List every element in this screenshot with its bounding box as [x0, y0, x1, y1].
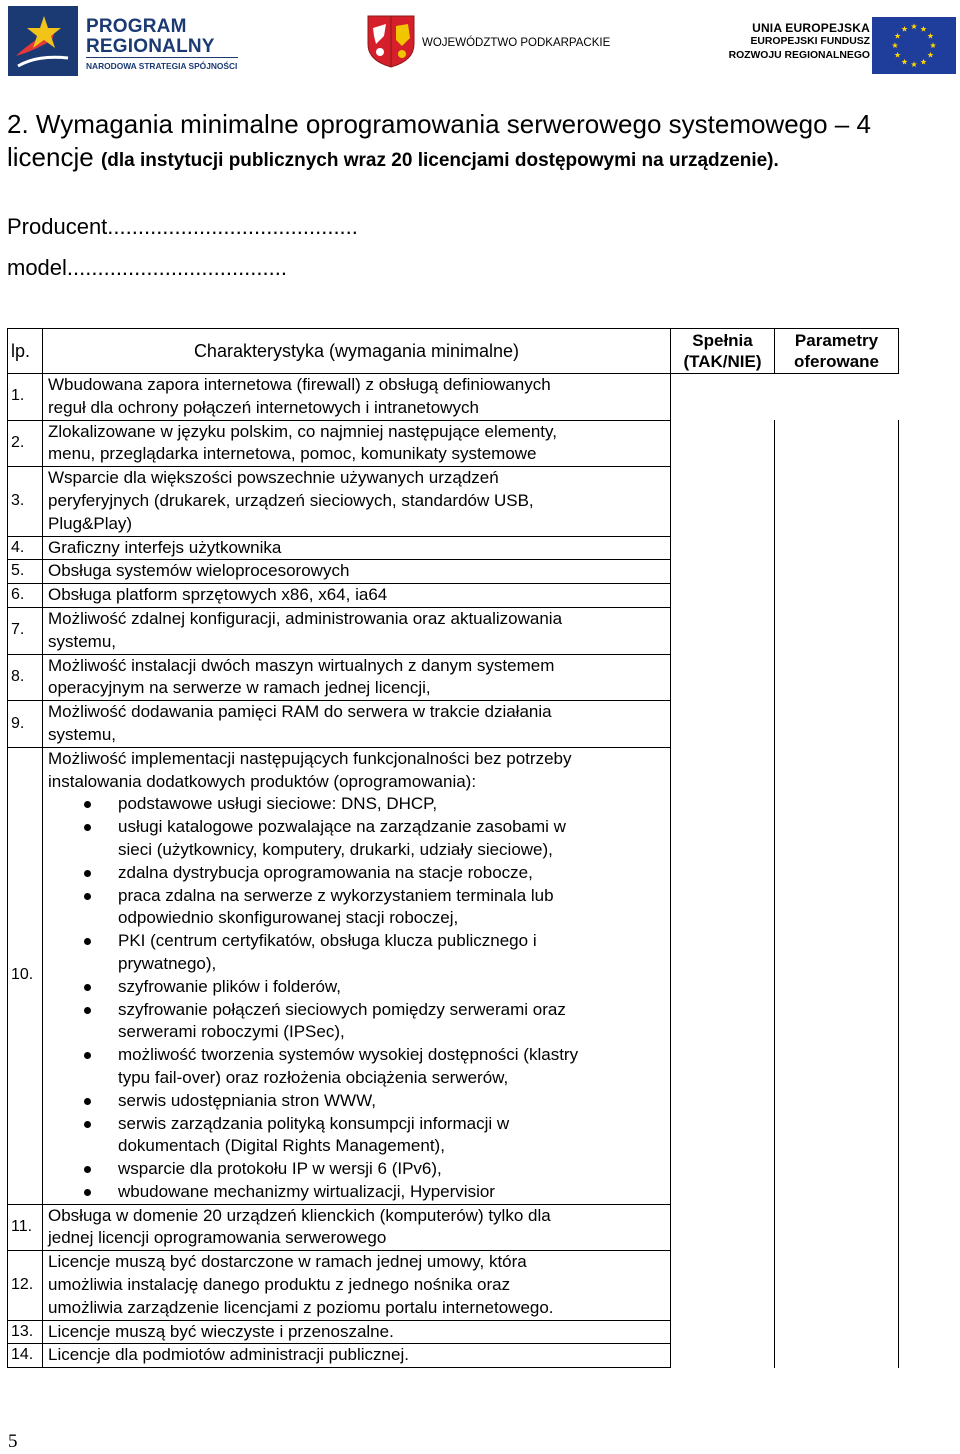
- feature-line: praca zdalna na serwerze z wykorzystaniem terminala lub: [118, 885, 554, 905]
- table-row: [8, 654, 899, 701]
- requirement-line: Możliwość implementacji następujących funkcjonalności bez potrzeby: [48, 748, 572, 768]
- feature-line: prywatnego),: [118, 953, 217, 973]
- feature-line: serwis zarządzania polityką konsumpcji informacji w: [118, 1113, 510, 1133]
- requirement-line: Możliwość zdalnej konfiguracji, administrowania oraz aktualizowania: [48, 608, 563, 628]
- compliance-cell: [671, 701, 775, 748]
- requirement-text: [43, 1320, 671, 1344]
- compliance-cell: [671, 747, 775, 1204]
- feature-item: [118, 930, 666, 976]
- offered-params-cell: [775, 420, 899, 467]
- feature-line: wsparcie dla protokołu IP w wersji 6 (IPv6),: [118, 1159, 442, 1179]
- compliance-cell: [671, 420, 775, 467]
- requirement-line: systemu,: [48, 631, 117, 651]
- requirement-text: [43, 654, 671, 701]
- feature-item: [118, 1090, 666, 1113]
- requirement-text: [43, 467, 671, 536]
- model-field: model....................................: [7, 255, 287, 280]
- offered-params-cell: [775, 701, 899, 748]
- offered-params-cell: [775, 607, 899, 654]
- eu-line3: ROZWOJU REGIONALNEGO: [728, 50, 870, 61]
- requirement-text: [43, 607, 671, 654]
- voivodeship-name: WOJEWÓDZTWO PODKARPACKIE: [422, 37, 611, 49]
- table-row: [8, 1344, 899, 1368]
- feature-line: podstawowe usługi sieciowe: DNS, DHCP,: [118, 794, 438, 814]
- requirement-line: Wsparcie dla większości powszechnie używanych urządzeń: [48, 468, 499, 488]
- feature-line: szyfrowanie połączeń sieciowych pomiędzy serwerami oraz: [118, 999, 566, 1019]
- feature-line: dokumentach (Digital Rights Management),: [118, 1136, 445, 1156]
- feature-line: możliwość tworzenia systemów wysokiej dostępności (klastry: [118, 1045, 579, 1065]
- requirement-text: [43, 560, 671, 584]
- compliance-cell: [671, 467, 775, 536]
- requirement-line: peryferyjnych (drukarek, urządzeń sieciowych, standardów USB,: [48, 490, 534, 510]
- eu-fund-label: [729, 21, 870, 63]
- program-logo-divider: [86, 57, 238, 58]
- requirement-text: [43, 1251, 671, 1320]
- eu-flag-icon: [872, 17, 956, 74]
- table-row: [8, 1204, 899, 1251]
- eu-line2: EUROPEJSKI FUNDUSZ: [750, 36, 870, 47]
- feature-line: PKI (centrum certyfikatów, obsługa klucza publicznego i: [118, 931, 537, 951]
- program-regionalny-logo: [8, 4, 240, 76]
- feature-line: serwerami roboczymi (IPSec),: [118, 1022, 345, 1042]
- offered-params-cell: [775, 467, 899, 536]
- requirement-line: reguł dla ochrony połączeń internetowych i intranetowych: [48, 397, 479, 417]
- requirement-line: operacyjnym na serwerze w ramach jednej licencji,: [48, 678, 431, 698]
- header-compliance: Spełnia (TAK/NIE): [671, 329, 775, 374]
- requirement-line: jednej licencji oprogramowania serwerowego: [48, 1228, 387, 1248]
- producer-field: Producent.........................................: [7, 214, 358, 239]
- offered-params-cell: [775, 747, 899, 1204]
- row-number: 4.: [8, 536, 43, 560]
- table-row: [8, 374, 899, 421]
- feature-item: [118, 793, 666, 816]
- compliance-cell: [671, 607, 775, 654]
- table-row: [8, 420, 899, 467]
- requirement-line: systemu,: [48, 724, 117, 744]
- row-number: 5.: [8, 560, 43, 584]
- requirements-table: [7, 328, 899, 1368]
- compliance-cell: [671, 1204, 775, 1251]
- row-number: 8.: [8, 654, 43, 701]
- row-number: 6.: [8, 584, 43, 608]
- requirement-line: Licencje muszą być dostarczone w ramach jednej umowy, która: [48, 1252, 527, 1272]
- requirement-line: Licencje muszą być wieczyste i przenoszalne.: [48, 1321, 394, 1341]
- compliance-cell: [671, 584, 775, 608]
- requirement-line: Zlokalizowane w języku polskim, co najmniej następujące elementy,: [48, 421, 557, 441]
- program-logo-line1: PROGRAM: [86, 16, 187, 37]
- table-row: [8, 536, 899, 560]
- requirement-line: Licencje dla podmiotów administracji publicznej.: [48, 1345, 409, 1365]
- table-row: [8, 701, 899, 748]
- requirement-line: umożliwia zarządzenie licencjami z poziomu portalu internetowego.: [48, 1297, 554, 1317]
- table-header-row: [8, 329, 899, 374]
- requirement-text: [43, 701, 671, 748]
- feature-line: wbudowane mechanizmy wirtualizacji, Hypervisior: [118, 1181, 495, 1201]
- feature-line: sieci (użytkownicy, komputery, drukarki, udziały sieciowe),: [118, 839, 553, 859]
- offered-params-cell: [775, 536, 899, 560]
- feature-item: [118, 976, 666, 999]
- row-number: 3.: [8, 467, 43, 536]
- row-number: 1.: [8, 374, 43, 421]
- program-regionalny-star-icon: [8, 6, 78, 76]
- offered-params-cell: [775, 1344, 899, 1368]
- feature-item: [118, 885, 666, 931]
- compliance-cell: [671, 1344, 775, 1368]
- table-row: [8, 560, 899, 584]
- compliance-cell: [671, 1251, 775, 1320]
- offered-params-cell: [775, 560, 899, 584]
- compliance-cell: [671, 536, 775, 560]
- feature-item: [118, 1181, 666, 1204]
- compliance-cell: [671, 654, 775, 701]
- requirement-text: [43, 536, 671, 560]
- row-number: 12.: [8, 1251, 43, 1320]
- requirement-line: instalowania dodatkowych produktów (oprogramowania):: [48, 771, 477, 791]
- requirement-line: umożliwia instalację danego produktu z jednego nośnika oraz: [48, 1275, 511, 1295]
- header-characteristics: Charakterystyka (wymagania minimalne): [43, 329, 671, 374]
- feature-item: [118, 1113, 666, 1159]
- requirement-text: [43, 747, 671, 1204]
- feature-line: odpowiednio skonfigurowanej stacji roboczej,: [118, 908, 459, 928]
- requirement-text: [43, 1204, 671, 1251]
- requirement-line: Graficzny interfejs użytkownika: [48, 537, 282, 557]
- program-logo-line3: NARODOWA STRATEGIA SPÓJNOŚCI: [86, 61, 238, 71]
- feature-item: [118, 999, 666, 1045]
- page-number: 5: [8, 1431, 18, 1452]
- requirement-line: Wbudowana zapora internetowa (firewall) z obsługą definiowanych: [48, 375, 551, 394]
- offered-params-cell: [775, 1320, 899, 1344]
- requirement-line: Możliwość dodawania pamięci RAM do serwera w trakcie działania: [48, 702, 552, 722]
- eu-line1: UNIA EUROPEJSKA: [752, 21, 870, 35]
- document-title: [7, 108, 947, 177]
- row-number: 13.: [8, 1320, 43, 1344]
- feature-item: [118, 1158, 666, 1181]
- requirement-line: menu, przeglądarka internetowa, pomoc, komunikaty systemowe: [48, 444, 537, 464]
- program-logo-line2: REGIONALNY: [86, 36, 215, 57]
- feature-list: [48, 793, 666, 1203]
- header-lp: lp.: [8, 329, 43, 374]
- requirement-line: Obsługa systemów wieloprocesorowych: [48, 561, 350, 581]
- offered-params-cell: [775, 1251, 899, 1320]
- table-row: [8, 467, 899, 536]
- table-row: [8, 747, 899, 1204]
- compliance-cell: [671, 560, 775, 584]
- feature-item: [118, 862, 666, 885]
- row-number: 7.: [8, 607, 43, 654]
- feature-line: serwis udostępniania stron WWW,: [118, 1090, 376, 1110]
- header-offered-params: Parametry oferowane: [775, 329, 899, 374]
- feature-line: szyfrowanie plików i folderów,: [118, 976, 341, 996]
- row-number: 10.: [8, 747, 43, 1204]
- requirement-text: [43, 420, 671, 467]
- title-sub: (dla instytucji publicznych wraz 20 licencjami dostępowymi na urządzenie).: [100, 150, 779, 171]
- feature-line: zdalna dystrybucja oprogramowania na stacje robocze,: [118, 862, 533, 882]
- requirement-line: Obsługa w domenie 20 urządzeń klienckich (komputerów) tylko dla: [48, 1205, 551, 1225]
- feature-item: [118, 1044, 666, 1090]
- table-row: [8, 607, 899, 654]
- row-number: 2.: [8, 420, 43, 467]
- requirement-line: Plug&Play): [48, 513, 133, 533]
- feature-line: usługi katalogowe pozwalające na zarządzanie zasobami w: [118, 817, 566, 837]
- offered-params-cell: [775, 1204, 899, 1251]
- requirement-text: [43, 1344, 671, 1368]
- feature-line: typu fail-over) oraz rozłożenia obciążenia serwerów,: [118, 1067, 509, 1087]
- title-main: 2. Wymagania minimalne oprogramowania serwerowego systemowego – 4 licencje: [7, 109, 871, 172]
- requirement-text: [43, 584, 671, 608]
- requirement-line: Możliwość instalacji dwóch maszyn wirtualnych z danym systemem: [48, 655, 555, 675]
- compliance-cell: [671, 1320, 775, 1344]
- offered-params-cell: [775, 654, 899, 701]
- table-row: [8, 1320, 899, 1344]
- row-number: 11.: [8, 1204, 43, 1251]
- feature-item: [118, 816, 666, 862]
- row-number: 9.: [8, 701, 43, 748]
- offered-params-cell: [775, 584, 899, 608]
- requirement-line: Obsługa platform sprzętowych x86, x64, ia64: [48, 585, 388, 605]
- row-number: 14.: [8, 1344, 43, 1368]
- table-row: [8, 1251, 899, 1320]
- table-row: [8, 584, 899, 608]
- requirement-text: [43, 374, 671, 421]
- voivodeship-crest-icon: [366, 14, 416, 68]
